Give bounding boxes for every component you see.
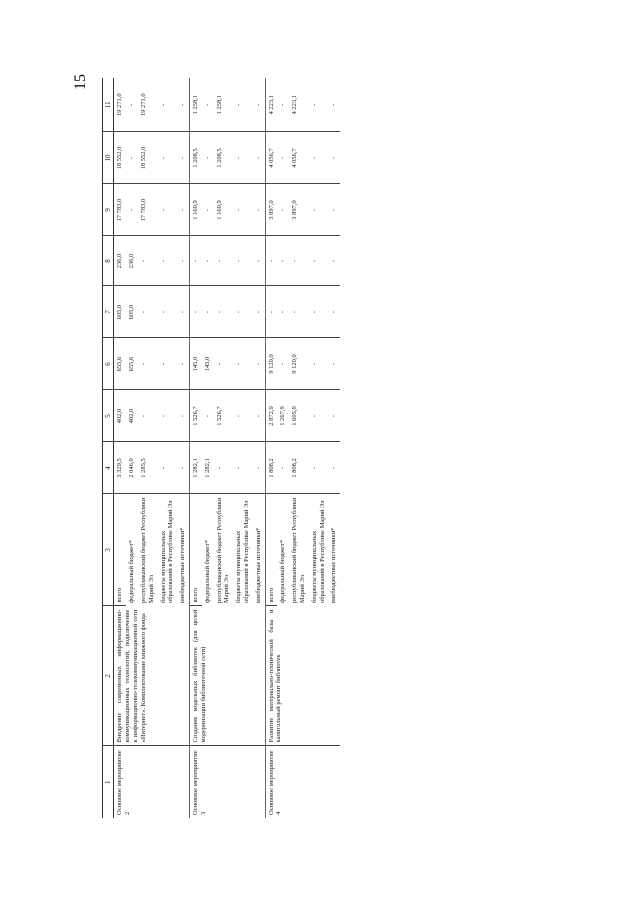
funding-value: 655,6 (114, 338, 126, 390)
funding-value: - (253, 78, 265, 132)
funding-value: - (158, 132, 178, 184)
funding-value: - (253, 442, 265, 494)
funding-value: 1 526,7 (214, 390, 234, 442)
funding-value: - (253, 236, 265, 286)
funding-value: 1 160,9 (214, 184, 234, 236)
column-header-row (103, 78, 114, 818)
funding-value: - (289, 236, 309, 286)
funding-value: 19 271,0 (138, 78, 158, 132)
funding-value: - (328, 390, 340, 442)
funding-value: - (138, 338, 158, 390)
funding-value: 1 160,9 (189, 184, 201, 236)
funding-value: - (158, 442, 178, 494)
funding-value: - (158, 78, 178, 132)
funding-source: всего (189, 494, 201, 606)
funding-value: - (158, 236, 178, 286)
funding-value: 236,0 (126, 236, 138, 286)
column-header: 4 (103, 442, 114, 494)
rotated-table-sheet (102, 78, 542, 818)
column-header: 1 (103, 746, 114, 818)
funding-value: - (309, 78, 329, 132)
funding-source: федеральный бюджет* (128, 539, 136, 603)
funding-source: республиканский бюджет Республики Марий Эл (291, 497, 306, 603)
funding-value: 1 208,5 (189, 132, 201, 184)
funding-value: - (277, 132, 289, 184)
funding-value: - (328, 338, 340, 390)
funding-value: 2 046,0 (126, 442, 138, 494)
funding-value: 3 329,5 (114, 442, 126, 494)
funding-value: - (309, 184, 329, 236)
funding-value: 4 056,7 (289, 132, 309, 184)
funding-value: 605,0 (126, 286, 138, 338)
event-name: Основное мероприятие 4 (265, 746, 340, 818)
funding-value: 1 258,1 (189, 78, 201, 132)
funding-value: 19 271,0 (114, 78, 126, 132)
funding-source: бюджеты муниципальных образований в Республике Марий Эл (159, 500, 175, 603)
funding-value: - (202, 236, 214, 286)
funding-value: - (277, 236, 289, 286)
funding-value: - (277, 442, 289, 494)
funding-value: - (233, 390, 253, 442)
funding-value: - (158, 390, 178, 442)
funding-value: 3 897,0 (289, 184, 309, 236)
funding-value: - (253, 286, 265, 338)
funding-value: 1 808,2 (289, 442, 309, 494)
funding-value: - (177, 78, 189, 132)
funding-value: - (202, 184, 214, 236)
funding-value: - (138, 390, 158, 442)
funding-value: 17 783,0 (114, 184, 126, 236)
column-header: 8 (103, 236, 114, 286)
funding-value: - (177, 236, 189, 286)
funding-source: республиканский бюджет Республики Марий Эл (215, 497, 231, 603)
funding-value: - (233, 184, 253, 236)
funding-value: - (328, 132, 340, 184)
funding-value: 18 552,0 (114, 132, 126, 184)
column-header: 10 (103, 132, 114, 184)
funding-value: - (177, 442, 189, 494)
funding-source: всего (114, 494, 126, 606)
event-description: Развитие материально-технической базы и капитальный ремонт библиотек (265, 606, 340, 746)
funding-value: - (328, 236, 340, 286)
funding-value: - (233, 338, 253, 390)
funding-value: - (309, 338, 329, 390)
funding-value: 9 120,0 (265, 338, 277, 390)
funding-source: бюджеты муниципальных образований в Республике Марий Эл (310, 500, 326, 603)
funding-value: - (214, 442, 234, 494)
column-header: 7 (103, 286, 114, 338)
event-description: Создание модельных библиотек (для целей модернизации библиотечной сети) (189, 606, 265, 746)
funding-value: - (214, 338, 234, 390)
funding-value: - (309, 132, 329, 184)
page-number: 15 (72, 74, 89, 90)
funding-value: - (189, 286, 201, 338)
funding-value: - (233, 286, 253, 338)
funding-source: внебюджетные источники* (330, 527, 338, 603)
funding-value: 1 258,1 (214, 78, 234, 132)
funding-value: - (233, 236, 253, 286)
funding-source: всего (265, 494, 277, 606)
funding-value: 1 282,1 (189, 442, 201, 494)
funding-value: - (202, 78, 214, 132)
funding-value: - (233, 78, 253, 132)
funding-value: 4 223,1 (289, 78, 309, 132)
funding-value: - (328, 442, 340, 494)
funding-value: - (177, 286, 189, 338)
funding-value: - (253, 132, 265, 184)
funding-value: - (158, 286, 178, 338)
funding-value: - (253, 390, 265, 442)
funding-source: внебюджетные источники* (179, 527, 187, 603)
funding-value: - (253, 184, 265, 236)
funding-value: - (126, 78, 138, 132)
table-row (189, 78, 201, 818)
funding-source: бюджеты муниципальных образований в Республике Марий Эл (235, 500, 250, 603)
funding-value: 145,0 (189, 338, 201, 390)
funding-value: - (277, 78, 289, 132)
funding-value: - (265, 236, 277, 286)
funding-value: 2 872,9 (265, 390, 277, 442)
funding-value: 1 267,9 (277, 390, 289, 442)
funding-source: республиканский бюджет Республики Марий Эл (139, 497, 155, 603)
funding-table (102, 78, 340, 818)
column-header: 9 (103, 184, 114, 236)
funding-value: - (328, 286, 340, 338)
funding-value: - (177, 390, 189, 442)
funding-value: - (177, 184, 189, 236)
funding-value: - (328, 78, 340, 132)
funding-value: - (202, 132, 214, 184)
funding-value: - (233, 442, 253, 494)
funding-value: 4 056,7 (265, 132, 277, 184)
funding-value: - (126, 184, 138, 236)
column-header: 6 (103, 338, 114, 390)
funding-value: 402,0 (126, 390, 138, 442)
funding-value: - (253, 338, 265, 390)
funding-value: 1 605,0 (289, 390, 309, 442)
funding-value: 18 552,0 (138, 132, 158, 184)
funding-value: - (177, 338, 189, 390)
funding-value: - (158, 338, 178, 390)
column-header: 5 (103, 390, 114, 442)
funding-value: - (265, 286, 277, 338)
funding-value: - (158, 184, 178, 236)
column-header: 11 (103, 78, 114, 132)
funding-value: - (214, 236, 234, 286)
funding-value: 9 120,0 (289, 338, 309, 390)
funding-value: - (126, 132, 138, 184)
funding-value: - (202, 390, 214, 442)
funding-value: - (328, 184, 340, 236)
funding-value: - (138, 236, 158, 286)
funding-value: - (309, 286, 329, 338)
funding-value: - (233, 132, 253, 184)
funding-value: - (277, 184, 289, 236)
funding-value: 1 808,2 (265, 442, 277, 494)
funding-source: федеральный бюджет* (203, 539, 211, 603)
funding-value: - (138, 286, 158, 338)
event-name: Основное мероприятие 3 (189, 746, 265, 818)
funding-value: 3 897,0 (265, 184, 277, 236)
table-row (265, 78, 277, 818)
funding-source: федеральный бюджет* (279, 539, 287, 603)
funding-value: - (309, 236, 329, 286)
funding-source: внебюджетные источники* (254, 527, 262, 603)
funding-value: 605,0 (114, 286, 126, 338)
event-description: Внедрение современных информационно-коммуникационных технологий, подключение к информационно-телекоммуникационной сети «Интернет». Комплектование книжного фонда (114, 606, 190, 746)
table-row (114, 78, 126, 818)
funding-value: 4 223,1 (265, 78, 277, 132)
funding-value: - (309, 390, 329, 442)
funding-value: - (202, 286, 214, 338)
funding-value: - (177, 132, 189, 184)
funding-value: - (289, 286, 309, 338)
funding-value: 17 783,0 (138, 184, 158, 236)
funding-value: 236,0 (114, 236, 126, 286)
funding-value: - (214, 286, 234, 338)
funding-value: 1 282,1 (202, 442, 214, 494)
funding-value: - (277, 338, 289, 390)
funding-value: - (189, 236, 201, 286)
event-name: Основное мероприятие 2 (116, 750, 132, 815)
funding-value: 402,0 (114, 390, 126, 442)
funding-value: 655,6 (126, 338, 138, 390)
funding-value: 1 526,7 (189, 390, 201, 442)
funding-value: 145,0 (202, 338, 214, 390)
column-header: 3 (103, 494, 114, 606)
funding-value: - (309, 442, 329, 494)
column-header: 2 (103, 606, 114, 746)
funding-value: 1 208,5 (214, 132, 234, 184)
funding-value: 1 283,5 (138, 442, 158, 494)
funding-value: - (277, 286, 289, 338)
